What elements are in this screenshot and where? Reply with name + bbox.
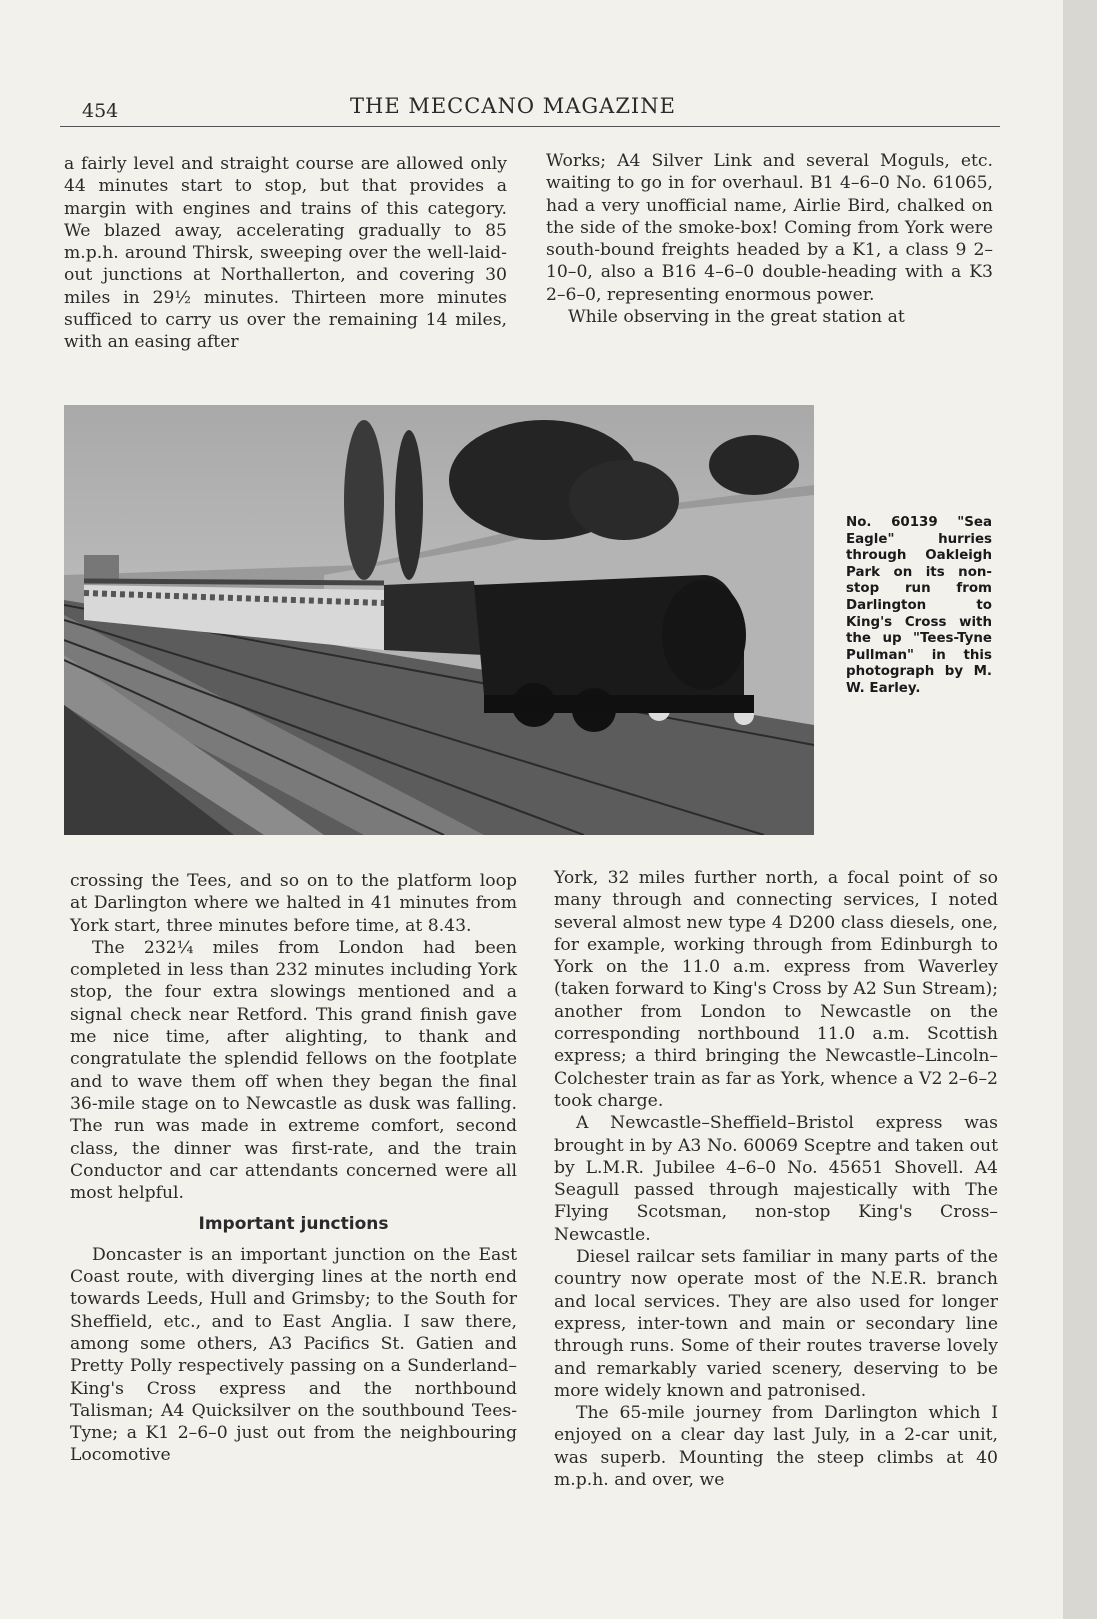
paragraph: The 65-mile journey from Darlington which I enjoyed on a clear day last July, in a 2-car unit, was superb. Mounting the steep climbs at 40 m.p.h. and over, we	[554, 1403, 998, 1491]
photo-illustration	[64, 405, 814, 835]
paragraph: The 232¼ miles from London had been completed in less than 232 minutes including York stop, the four extra slowings mentioned and a signal check near Retford. This grand finish gave me nice time, after alighting, to thank and congratulate the splendid fellows on the footplate and to wave them off when they began the final 36-mile stage on to Newcastle as dusk was falling. The run was made in extreme comfort, second class, the dinner was first-rate, and the train Conductor and car attendants concerned were all most helpful.	[70, 937, 517, 1204]
photo-caption: No. 60139 "Sea Eagle" hurries through Oakleigh Park on its non-stop run from Darlington to King's Cross with the up "Tees-Tyne Pullman" in this photograph by M. W. Earley.	[846, 515, 992, 696]
paragraph: While observing in the great station at	[568, 307, 905, 328]
column-bottom-left	[70, 870, 517, 1467]
locomotive-photograph	[64, 405, 814, 835]
column-bottom-right	[554, 867, 998, 1491]
paragraph: Works; A4 Silver Link and several Moguls, etc. waiting to go in for overhaul. B1 4–6–0 No. 61065, had a very unofficial name, Airlie Bird, chalked on the side of the smoke-box! Coming from York were south-bound freights headed by a K1, a class 9 2–10–0, also a B16 4–6–0 double-heading with a K3 2–6–0, representing enormous power.	[546, 151, 993, 305]
paragraph: Doncaster is an important junction on the East Coast route, with diverging lines at the north end towards Leeds, Hull and Grimsby; to the South for Sheffield, etc., and to East Anglia. I saw there, among some others, A3 Pacifics St. Gatien and Pretty Polly respectively passing on a Sunderland–King's Cross express and the northbound Talisman; A4 Quicksilver on the southbound Tees-Tyne; a K1 2–6–0 just out from the neighbouring Locomotive	[70, 1244, 517, 1466]
column-top-right	[546, 150, 993, 328]
paragraph: Diesel railcar sets familiar in many parts of the country now operate most of the N.E.R. branch and local services. They are also used for longer express, inter-town and main or secondary line through runs. Some of their routes traverse lovely and remarkably varied scenery, deserving to be more widely known and patronised.	[554, 1247, 998, 1401]
running-title: THE MECCANO MAGAZINE	[350, 94, 676, 118]
header-rule	[60, 126, 1000, 127]
column-top-left	[64, 153, 507, 354]
paragraph: A Newcastle–Sheffield–Bristol express was brought in by A3 No. 60069 Sceptre and taken out by L.M.R. Jubilee 4–6–0 No. 45651 Shovell. A4 Seagull passed through majestically with The Flying Scotsman, non-stop King's Cross–Newcastle.	[554, 1113, 998, 1245]
paragraph: crossing the Tees, and so on to the platform loop at Darlington where we halted in 41 minutes from York start, three minutes before time, at 8.43.	[70, 871, 517, 936]
page-edge	[1063, 0, 1097, 1619]
section-heading: Important junctions	[198, 1214, 389, 1235]
paragraph: a fairly level and straight course are allowed only 44 minutes start to stop, but that provides a margin with engines and trains of this category. We blazed away, accelerating gradually to 85 m.p.h. around Thirsk, sweeping over the well-laid-out junctions at Northallerton, and covering 30 miles in 29½ minutes. Thirteen more minutes sufficed to carry us over the remaining 14 miles, with an easing after	[64, 154, 507, 353]
page-number: 454	[82, 100, 119, 122]
paragraph: York, 32 miles further north, a focal point of so many through and connecting services, I noted several almost new type 4 D200 class diesels, one, for example, working through from Edinburgh to York on the 11.0 a.m. express from Waverley (taken forward to King's Cross by A2 Sun Stream); another from London to Newcastle on the corresponding northbound 11.0 a.m. Scottish express; a third bringing the Newcastle–Lincoln–Colchester train as far as York, whence a V2 2–6–2 took charge.	[554, 868, 998, 1111]
